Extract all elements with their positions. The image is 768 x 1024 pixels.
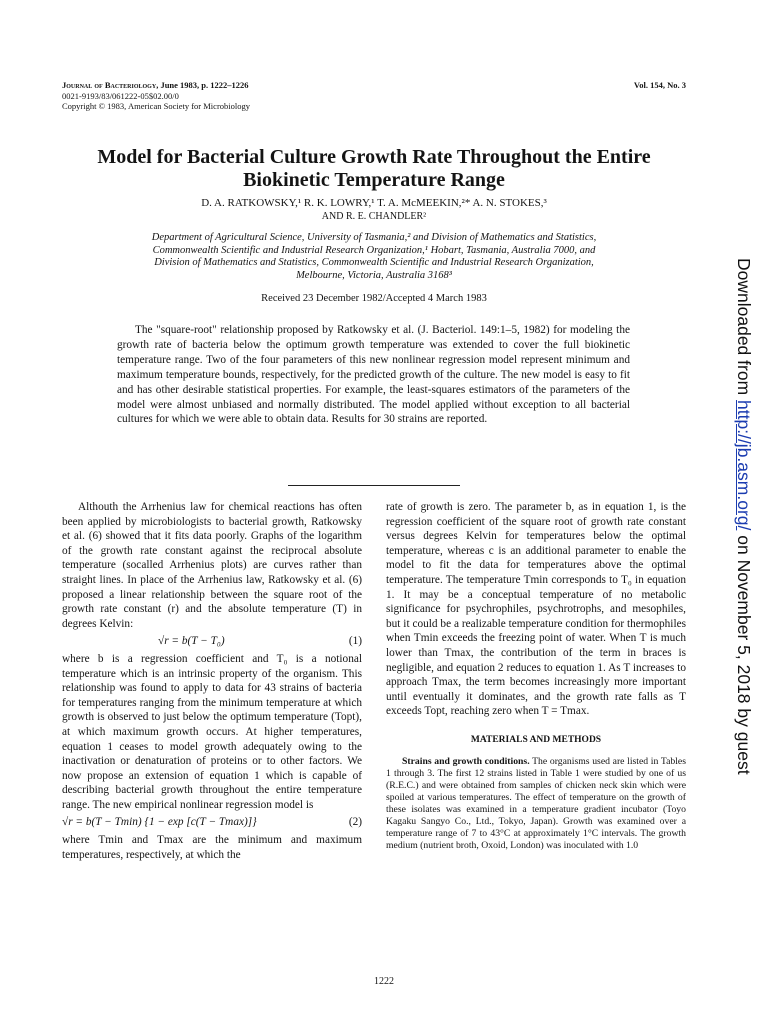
abstract: The "square-root" relationship proposed by Ratkowsky et al. (J. Bacteriol. 149:1–5, 1982) for modeling the growth rate of bacteria below the optimum growth temperature was extended to cover the full biokinetic temperature range. Two of the four parameters of this new nonlinear regression model represent minimum and maximum temperature bounds, respectively, for the predicted growth of the culture. The new model is easy to fit and has other desirable statistical properties. For example, the least-squares estimators of the parameters of the model were almost unbiased and normally distributed. The model applied without exception to all bacterial cultures for which we were able to obtain data. Results for 30 strains are reported. <box>117 324 630 426</box>
right-column <box>386 500 686 852</box>
affiliation-line: Melbourne, Victoria, Australia 3168³ <box>296 269 452 281</box>
affiliation-line: Department of Agricultural Science, University of Tasmania,² and Division of Mathematics and Statistics, <box>151 232 597 243</box>
article-title: Model for Bacterial Culture Growth Rate Throughout the Entire Biokinetic Temperature Range <box>97 146 651 191</box>
body-paragraph: rate of growth is zero. The parameter b, as in equation 1, is the regression coefficient of the square root of growth rate constant versus degrees Kelvin for temperatures below the optimal temperature, whereas c is an additional parameter to enable the model to fit the data for temperatures above the optimal temperature. The temperature Tmin corresponds to T₀ in equation 1. It may be a conceptual temperature of no metabolic significance for psychrophiles, psychrotrophs, and mesophiles, but it could be a realizable temperature condition for thermophiles when Tmin exceeds the freezing point of water. When T is much lower than Tmax, the contribution of the term in braces is negligible, and equation 2 reduces to equation 1. As T increases to approach Tmax, the term becomes increasingly more important until eventually it dominates, and the growth rate falls as T exceeds Topt, reaching zero when T = Tmax. <box>386 501 686 718</box>
author-list <box>62 197 686 223</box>
copyright-line: Copyright © 1983, American Society for Microbiology <box>62 101 251 111</box>
authors-line-1: D. A. RATKOWSKY,¹ R. K. LOWRY,¹ T. A. McMEEKIN,²* A. N. STOKES,³ <box>201 197 547 209</box>
page-number: 1222 <box>374 976 394 987</box>
section-divider <box>288 485 460 486</box>
methods-paragraph <box>386 756 686 853</box>
download-notice <box>730 258 758 778</box>
affiliation-line: Commonwealth Scientific and Industrial Research Organization,¹ Hobart, Tasmania, Australia 7000, and <box>152 244 596 256</box>
body-paragraph: where Tmin and Tmax are the minimum and maximum temperatures, respectively, at which the <box>62 834 362 861</box>
journal-header <box>62 80 250 112</box>
methods-text: The organisms used are listed in Tables 1 through 3. The first 12 strains listed in Table 1 were studied by one of us (R.E.C.) and were obtained from samples of chicken neck skin which were spoiled at various temperatures. The effect of temperature on the growth of these isolates was examined in a temperature gradient incubator (Toyo Kagaku Sangyo Co., Ltd., Tokyo, Japan). Growth was examined over a temperature range of 7 to 43°C at approximately 1°C intervals. The growth medium (nutrient broth, Oxoid, London) was inoculated with 1.0 <box>386 755 686 852</box>
citation-line <box>62 80 250 91</box>
journal-link[interactable]: http://jb.asm.org/ <box>734 400 754 531</box>
section-heading: MATERIALS AND METHODS <box>470 734 602 745</box>
issn-line: 0021-9193/83/061222-05$02.00/0 <box>62 90 179 101</box>
equation-2 <box>62 815 362 830</box>
left-column <box>62 500 362 862</box>
runin-heading: Strains and growth conditions. <box>402 755 530 767</box>
authors-line-2: AND R. E. CHANDLER² <box>321 211 427 222</box>
body-paragraph: where b is a regression coefficient and T₀ is a notional temperature which is an intrinsic property of the organism. This relationship was found to apply to data for 43 strains of bacteria for temperatures ranging from the minimum temperature at which growth is observed to just below the optimum temperature (Topt), at which maximum growth occurs. At higher temperatures, equation 1 ceases to model growth adequately owing to the inactivation or denaturation of proteins or to other factors. We now propose an extension of equation 1 which is capable of describing bacterial growth throughout the entire temperature range. The new empirical nonlinear regression model is <box>62 652 362 811</box>
body-paragraph: Althouth the Arrhenius law for chemical reactions has often been applied by microbiologists to bacterial growth, Ratkowsky et al. (6) showed that it fits data poorly. Graphs of the logarithm of the growth rate constant against the reciprocal absolute temperature (socalled Arrhenius plots) are curves rather than straight lines. In place of the Arrhenius law, Ratkowsky et al. (6) proposed a linear relationship between the square root of the growth rate constant (r) and the absolute temperature (T) in degrees Kelvin: <box>62 501 362 630</box>
affiliation-line: Division of Mathematics and Statistics, Commonwealth Scientific and Industrial Research Organization, <box>154 257 594 268</box>
volume-info: Vol. 154, No. 3 <box>633 80 686 90</box>
equation-1-number: (1) <box>348 635 362 648</box>
equation-2-formula: √r = b(T − Tmin) {1 − exp [c(T − Tmax)]} <box>62 816 257 829</box>
equation-1-formula: √r = b(T − T₀) <box>158 635 225 648</box>
affiliations <box>62 232 686 282</box>
journal-citation: , June 1983, p. 1222–1226 <box>156 80 249 90</box>
download-notice-prefix: Downloaded from <box>734 258 754 401</box>
download-notice-suffix: on November 5, 2018 by guest <box>734 530 754 775</box>
equation-2-number: (2) <box>348 816 362 829</box>
equation-1 <box>62 634 362 649</box>
journal-name: Journal of Bacteriology <box>62 80 157 90</box>
received-dates: Received 23 December 1982/Accepted 4 March 1983 <box>261 293 487 304</box>
